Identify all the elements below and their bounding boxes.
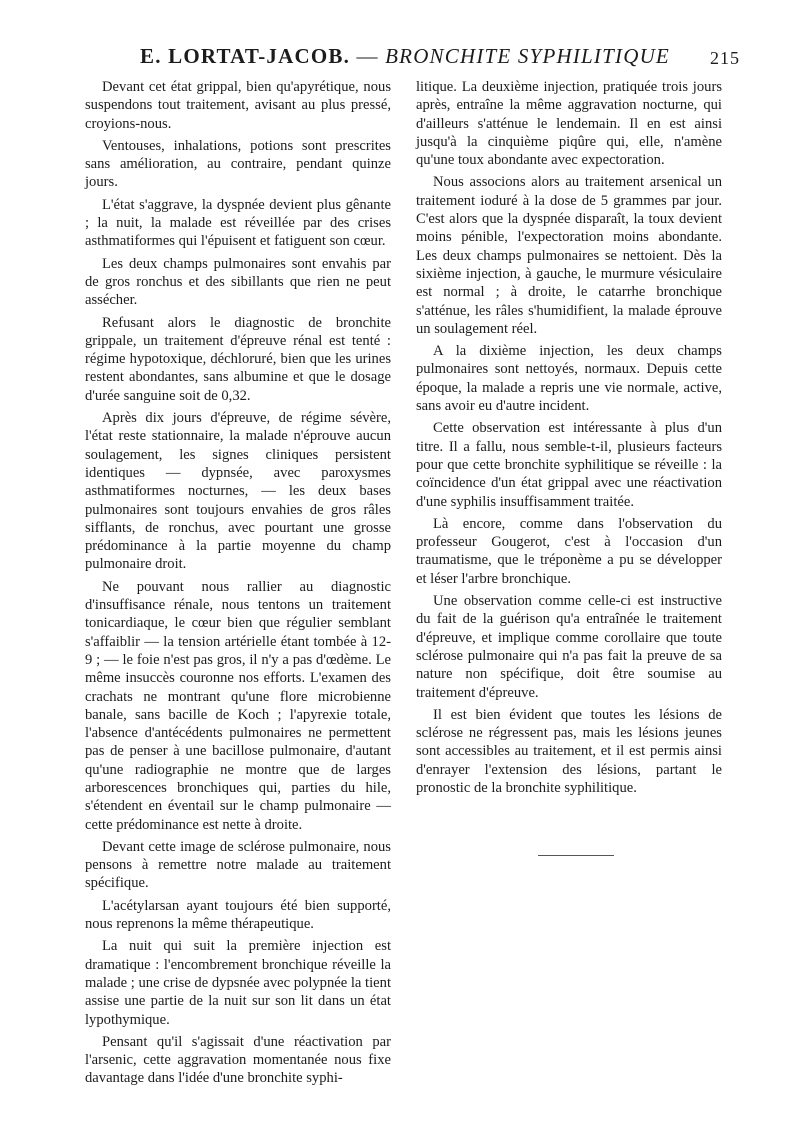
paragraph: L'état s'aggrave, la dyspnée devient plus gênante ; la nuit, la malade est réveillée par des crises asthmatiformes qui l'épuisent et fatiguent son cœur. xyxy=(85,196,391,250)
paragraph: Refusant alors le diagnostic de bronchite grippale, un traitement d'épreuve rénal est tenté : régime hypotoxique, déchloruré, bien que les urines restent abondantes, sans albumine et que le dosage d'urée sanguine soit de 0,32. xyxy=(85,314,391,404)
paragraph: L'acétylarsan ayant toujours été bien supporté, nous reprenons la même thérapeutique. xyxy=(85,897,391,933)
paragraph: Pensant qu'il s'agissait d'une réactivation par l'arsenic, cette aggravation momentanée nous fixe davantage dans l'idée d'une bronchite syphi- xyxy=(85,1033,391,1087)
header-subject: BRONCHITE SYPHILITIQUE xyxy=(385,44,670,68)
paragraph: Une observation comme celle-ci est instructive du fait de la guérison qu'a entraînée le traitement d'épreuve, et implique comme corollaire que toute sclérose pulmonaire qui n'a pas fait la preuve de sa nature non spécifique, doit être soumise au traitement d'épreuve. xyxy=(416,593,722,701)
paragraph: Ventouses, inhalations, potions sont prescrites sans amélioration, au contraire, pendant quinze jours. xyxy=(85,137,391,191)
paragraph: Devant cette image de sclérose pulmonaire, nous pensons à remettre notre malade au traitement spécifique. xyxy=(85,838,391,892)
paragraph: La nuit qui suit la première injection est dramatique : l'encombrement bronchique réveille la malade ; une crise de dypsnée avec polypnée la tient assise une partie de la nuit sur son lit dans un état lypothymique. xyxy=(85,938,391,1028)
paragraph: Il est bien évident que toutes les lésions de sclérose ne régressent pas, mais les lésions jeunes sont accessibles au traitement, et il est permis ainsi d'enrayer l'extension des lésions, partant le pronostic de la bronchite syphilitique. xyxy=(416,706,722,796)
right-column xyxy=(416,78,722,801)
paragraph: Ne pouvant nous rallier au diagnostic d'insuffisance rénale, nous tentons un traitement tonicardiaque, le cœur bien que régulier semblant s'affaiblir — la tension artérielle étant tombée à 12-9 ; — le foie n'est pas gros, il n'y a pas d'œdème. Le même insuccès couronne nos efforts. L'examen des crachats ne montrant qu'une flore microbienne banale, sans bacille de Koch ; l'apyrexie totale, l'absence d'antécédents pulmonaires ne permettent pas de penser à une bacillose pulmonaire, d'autant qu'une radiographie ne montre que de larges arborescences bronchiques qui, parties du hile, s'étendent en éventail sur le champ pulmonaire — cette prédominance est nette à droite. xyxy=(85,578,391,833)
paragraph: A la dixième injection, les deux champs pulmonaires sont nettoyés, normaux. Depuis cette époque, la malade a repris une vie normale, active, sans avoir eu d'autre incident. xyxy=(416,343,722,415)
paragraph: Nous associons alors au traitement arsenical un traitement ioduré à la dose de 5 grammes par jour. C'est alors que la dyspnée disparaît, la toux devient moins pénible, l'expectoration moins abondante. Les deux champs pulmonaires se nettoient. Dès la sixième injection, à gauche, le murmure vésiculaire est normal ; à droite, le catarrhe bronchique s'atténue, les râles s'humidifient, la malade éprouve un soulagement réel. xyxy=(416,174,722,337)
header-dash: — xyxy=(356,44,379,68)
left-column xyxy=(85,78,391,1092)
paragraph: Devant cet état grippal, bien qu'apyrétique, nous suspendons tout traitement, avisant au plus pressé, croyions-nous. xyxy=(85,79,391,132)
page-number: 215 xyxy=(710,48,740,68)
running-title xyxy=(140,44,670,69)
header-author: E. LORTAT-JACOB. xyxy=(140,44,351,68)
paragraph: Cette observation est intéressante à plus d'un titre. Il a fallu, nous semble-t-il, plusieurs facteurs pour que cette bronchite syphilitique se réveille : la coïncidence d'un état grippal avec une réactivation d'une syphilis insuffisamment traitée. xyxy=(416,420,722,510)
running-header xyxy=(90,44,740,78)
paragraph: Les deux champs pulmonaires sont envahis par de gros ronchus et des sibillants que rien ne peut assécher. xyxy=(85,255,391,309)
paragraph-continuation: litique. La deuxième injection, pratiquée trois jours après, entraîne la même aggravation nocturne, qui d'ailleurs s'atténue le lendemain. Il en est ainsi jusqu'à la cinquième piqûre qui, elle, n'amène qu'une toux abondante avec expectoration. xyxy=(416,79,722,169)
paragraph: Là encore, comme dans l'observation du professeur Gougerot, c'est à l'occasion d'un traumatisme, que le tréponème a pu se développer et léser l'arbre bronchique. xyxy=(416,515,722,587)
paragraph: Après dix jours d'épreuve, de régime sévère, l'état reste stationnaire, la malade n'éprouve aucun soulagement, les signes cliniques persistent identiques — dypnsée, avec paroxysmes asthmatiformes nocturnes, — les deux bases pulmonaires sont toujours envahies de gros râles sifflants, de ronchus, avec pourtant une grosse prédominance à la partie moyenne du champ pulmonaire droit. xyxy=(85,410,391,573)
end-rule xyxy=(538,855,614,856)
